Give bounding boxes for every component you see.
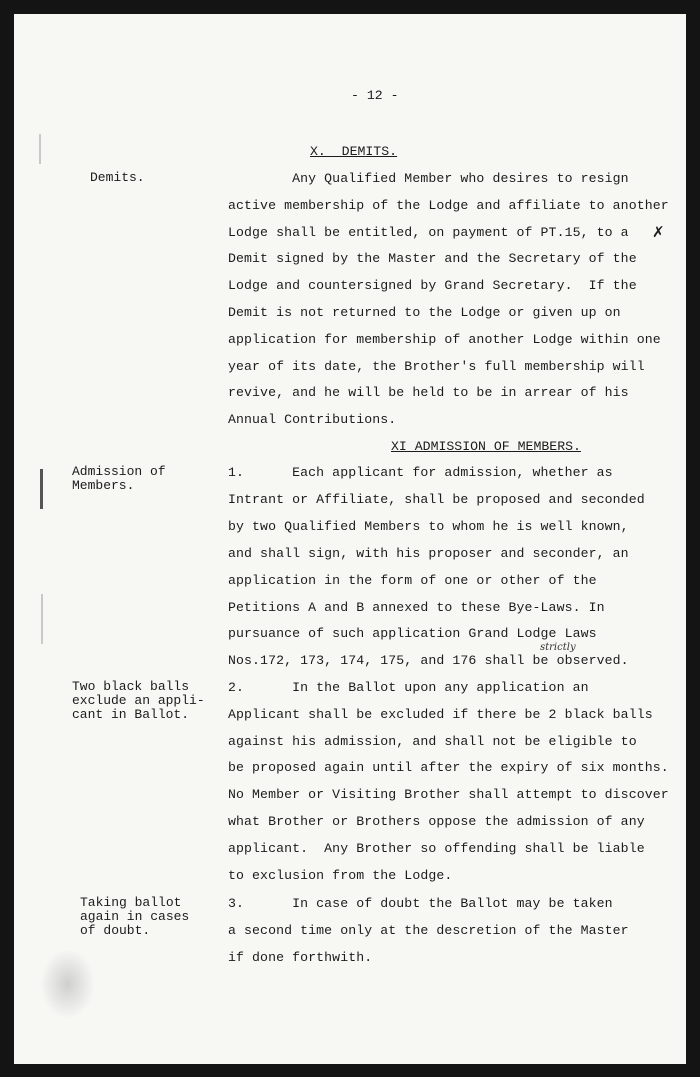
clause-1-line: Nos.172, 173, 174, 175, and 176 shall be observed. [228,653,629,668]
margin-label-black-balls: Two black balls [72,679,190,694]
clause-1-line: 1. Each applicant for admission, whether as [228,465,613,480]
clause-1-line: Petitions A and B annexed to these Bye-Laws. In [228,600,605,615]
section-x-line: Lodge shall be entitled, on payment of PT.15, to a [228,225,629,240]
clause-2-line: to exclusion from the Lodge. [228,868,453,883]
clause-2-line: 2. In the Ballot upon any application an [228,680,589,695]
margin-label-taking-ballot: Taking ballot [80,895,182,910]
clause-3-line: 3. In case of doubt the Ballot may be taken [228,896,613,911]
section-x-line: year of its date, the Brother's full membership will [228,359,645,374]
margin-label-black-balls: cant in Ballot. [72,707,190,722]
binding-mark [39,134,41,164]
margin-label-admission: Admission of [72,464,166,479]
clause-3-line: a second time only at the descretion of the Master [228,923,629,938]
document-page [14,14,686,1064]
clause-1-line: pursuance of such application Grand Lodge Laws [228,626,597,641]
margin-label-admission: Members. [72,478,135,493]
section-x-heading: X. DEMITS. [310,144,398,159]
clause-1-line: application in the form of one or other of the [228,573,597,588]
clause-1-line: Intrant or Affiliate, shall be proposed and seconded [228,492,645,507]
binding-mark [40,469,43,509]
handwritten-insertion: strictly [540,642,576,653]
clause-2-line: Applicant shall be excluded if there be 2 black balls [228,707,653,722]
binding-mark [41,594,43,644]
section-x-line: revive, and he will be held to be in arrear of his [228,385,629,400]
clause-2-line: applicant. Any Brother so offending shall be liable [228,841,645,856]
clause-1-line: by two Qualified Members to whom he is well known, [228,519,629,534]
section-x-line: Annual Contributions. [228,412,397,427]
clause-2-line: be proposed again until after the expiry of six months. [228,760,669,775]
clause-2-line: what Brother or Brothers oppose the admission of any [228,814,645,829]
clause-3-line: if done forthwith. [228,950,373,965]
binding-mark [40,949,95,1019]
margin-cross-mark: ✗ [652,223,665,241]
margin-label-taking-ballot: of doubt. [80,923,151,938]
section-x-line: Lodge and countersigned by Grand Secretary. If the [228,278,637,293]
section-x-line: active membership of the Lodge and affiliate to another [228,198,669,213]
section-xi-heading: XI ADMISSION OF MEMBERS. [391,439,581,454]
section-x-line: Demit is not returned to the Lodge or given up on [228,305,621,320]
clause-1-line: and shall sign, with his proposer and seconder, an [228,546,629,561]
section-x-line: Demit signed by the Master and the Secretary of the [228,251,637,266]
margin-label-black-balls: exclude an appli- [72,693,205,708]
margin-label-taking-ballot: again in cases [80,909,190,924]
page-number: - 12 - [351,88,399,103]
section-x-line: application for membership of another Lodge within one [228,332,661,347]
clause-2-line: No Member or Visiting Brother shall attempt to discover [228,787,669,802]
section-x-line: Any Qualified Member who desires to resign [228,171,629,186]
clause-2-line: against his admission, and shall not be eligible to [228,734,637,749]
margin-label-demits: Demits. [90,170,145,185]
